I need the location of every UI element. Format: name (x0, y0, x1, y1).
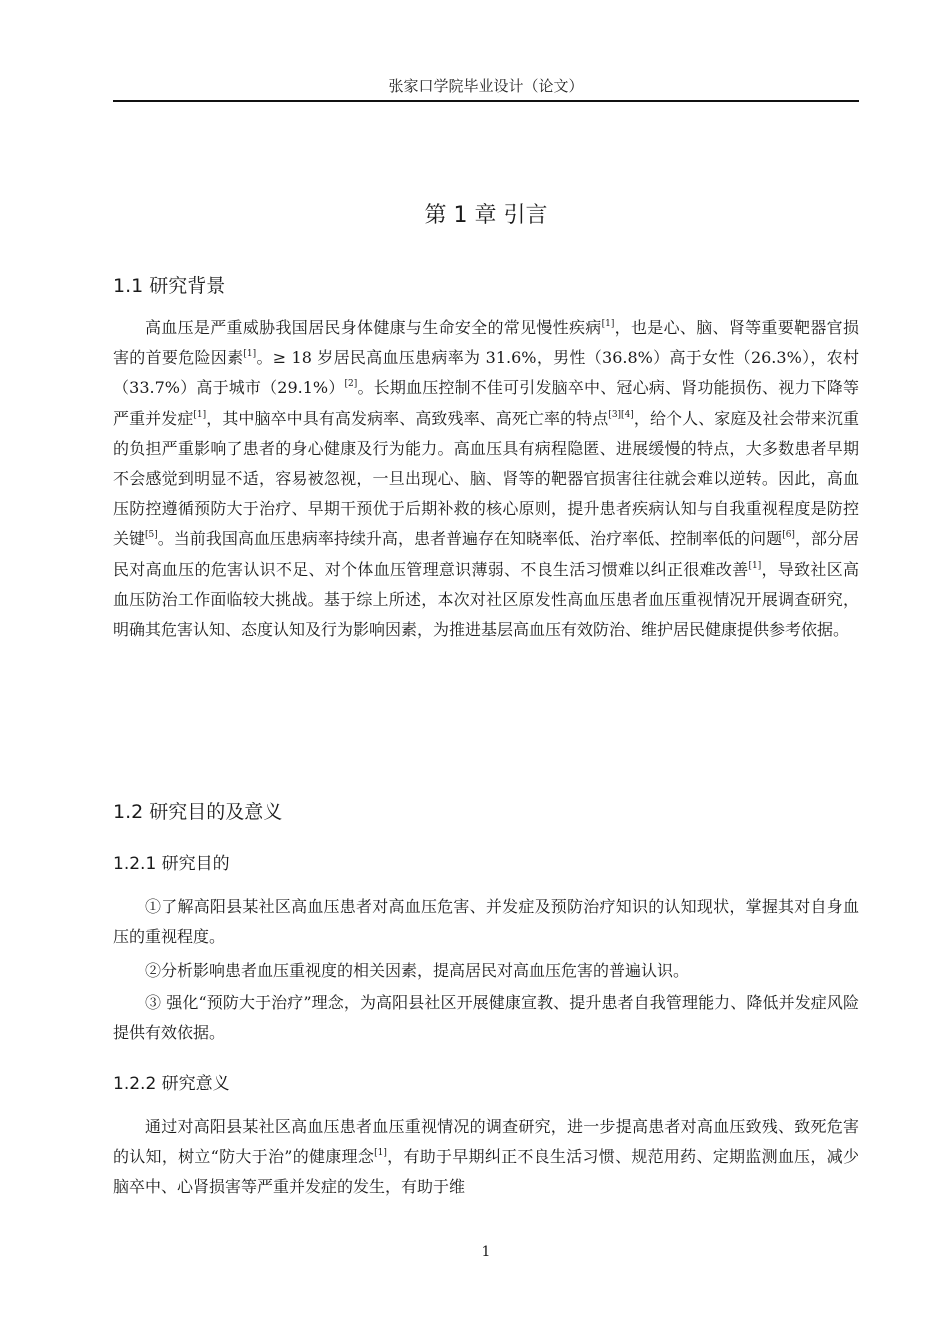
objective-item-1: ①了解高阳县某社区高血压患者对高血压危害、并发症及预防治疗知识的认知现状，掌握其对自身血压的重视程度。 (113, 897, 859, 947)
citation-ref: [3][4] (608, 409, 634, 420)
text-run: ，其中脑卒中具有高发病率、高致残率、高死亡率的特点 (206, 408, 609, 428)
running-header: 张家口学院毕业设计（论文） (388, 77, 584, 95)
text-run: ，也是心、脑、肾等重要靶器官损害的首要危险因素 (113, 318, 859, 368)
citation-ref: [2] (344, 379, 358, 390)
text-run: 。长期血压控制不佳可引发脑卒中、冠心病、肾功能损伤、视力下降等严重并发症 (113, 378, 859, 428)
subsection-heading-1-2-1: 1.2.1 研究目的 (113, 854, 230, 874)
significance-paragraph (113, 1112, 859, 1203)
citation-ref: [1] (243, 349, 257, 360)
text-run: 高血压是严重威胁我国居民身体健康与生命安全的常见慢性疾病 (145, 318, 602, 337)
header-rule (113, 100, 859, 102)
background-paragraph (113, 313, 859, 645)
objective-item-3: ③ 强化“预防大于治疗”理念，为高阳县社区开展健康宣教、提升患者自我管理能力、降低并发症风险提供有效依据。 (113, 993, 859, 1043)
section-heading-1-1: 1.1 研究背景 (113, 275, 226, 297)
citation-ref: [1] (748, 560, 762, 571)
text-run: 通过对高阳县某社区高血压患者血压重视情况的调查研究，进一步提高患者对高血压致残、致死危害的认知，树立“防大于治”的健康理念 (113, 1117, 859, 1167)
citation-ref: [1] (374, 1148, 387, 1159)
text-run: 。≥ 18 岁居民高血压患病率为 31.6%，男性（36.8%）高于女性（26.3%），农村（33.7%）高于城市（29.1%） (113, 348, 859, 398)
text-run: ，部分居民对高血压的危害认识不足、对个体血压管理意识薄弱、不良生活习惯难以纠正很难改善 (113, 529, 859, 579)
objective-item-2: ②分析影响患者血压重视度的相关因素，提高居民对高血压危害的普遍认识。 (145, 961, 690, 980)
subsection-heading-1-2-2: 1.2.2 研究意义 (113, 1074, 230, 1094)
citation-ref: [6] (782, 530, 795, 541)
citation-ref: [5] (145, 530, 158, 541)
text-run: ，导致社区高血压防治工作面临较大挑战。基于综上所述，本次对社区原发性高血压患者血压重视情况开展调查研究，明确其危害认知、态度认知及行为影响因素，为推进基层高血压有效防治、维护居民健康提供参考依据。 (113, 559, 859, 640)
chapter-title: 第 1 章 引言 (424, 203, 548, 228)
citation-ref: [1] (193, 409, 207, 420)
section-heading-1-2: 1.2 研究目的及意义 (113, 801, 283, 823)
text-run: 。当前我国高血压患病率持续升高，患者普遍存在知晓率低、治疗率低、控制率低的问题 (157, 529, 783, 549)
page-number: 1 (481, 1244, 491, 1260)
text-run: ，有助于早期纠正不良生活习惯、规范用药、定期监测血压，减少脑卒中、心肾损害等严重并发症的发生，有助于维 (113, 1147, 859, 1197)
citation-ref: [1] (601, 319, 615, 329)
text-run: ，给个人、家庭及社会带来沉重的负担严重影响了患者的身心健康及行为能力。高血压具有病程隐匿、进展缓慢的特点，大多数患者早期不会感觉到明显不适，容易被忽视，一旦出现心、脑、肾等的靶器官损害往往就会难以逆转。因此，高血压防控遵循预防大于治疗、早期干预优于后期补救的核心原则，提升患者疾病认知与自我重视程度是防控关键 (113, 408, 859, 549)
